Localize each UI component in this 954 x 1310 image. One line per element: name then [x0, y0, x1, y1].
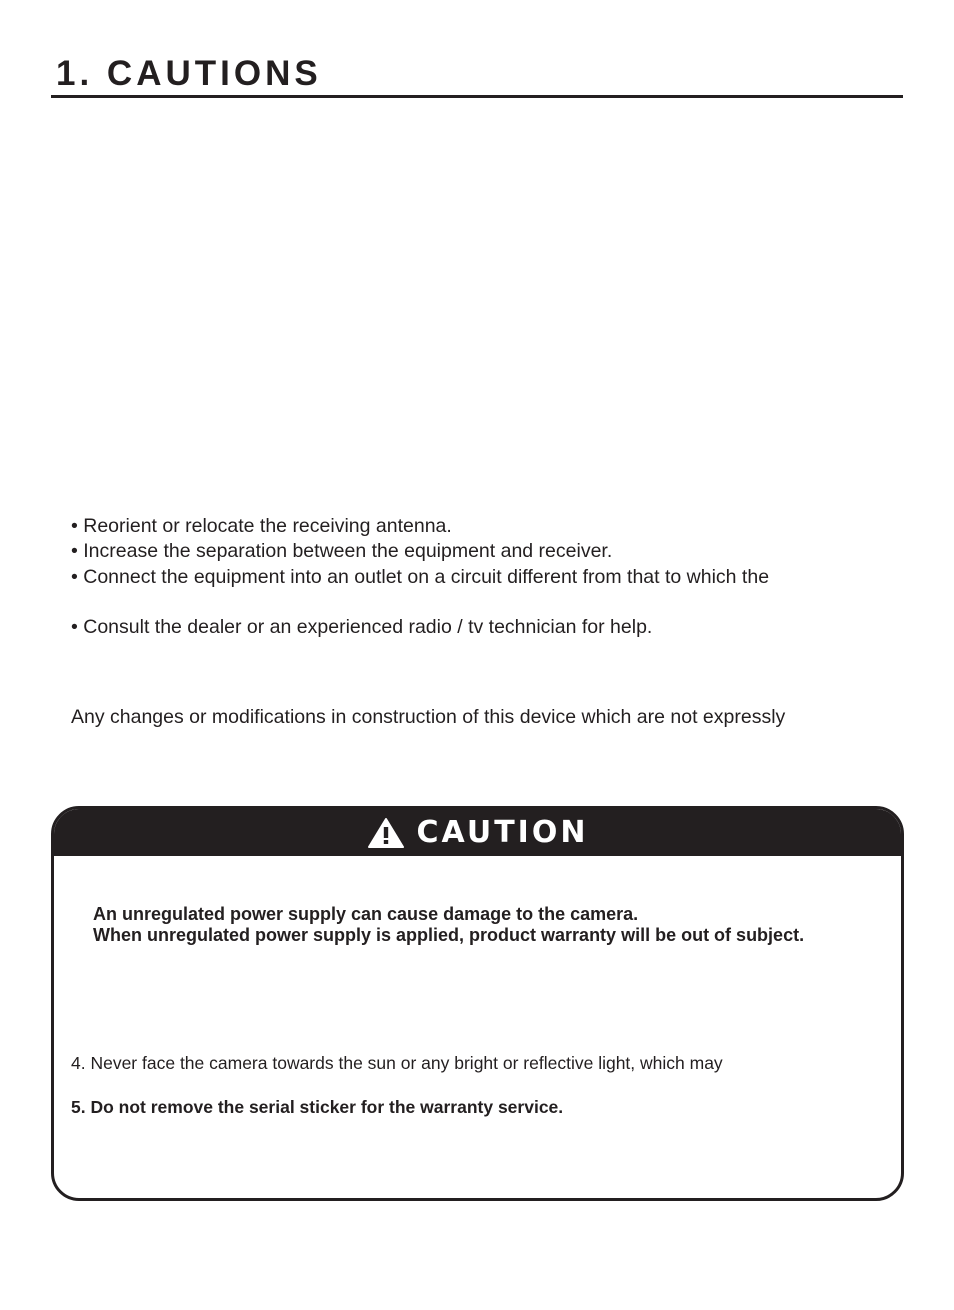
bullet-increase-separation: • Increase the separation between the equipment and receiver.: [71, 540, 613, 562]
caution-item-5: 5. Do not remove the serial sticker for the warranty service.: [71, 1097, 564, 1117]
bullet-connect-outlet: • Connect the equipment into an outlet on a circuit different from that to which the: [71, 566, 770, 588]
power-warning-line1: An unregulated power supply can cause damage to the camera.: [93, 904, 639, 924]
caution-box: [51, 806, 904, 1201]
power-warning-line2: When unregulated power supply is applied, product warranty will be out of subject.: [93, 925, 805, 945]
caution-item-4: 4. Never face the camera towards the sun or any bright or reflective light, which may: [71, 1053, 723, 1073]
caution-header: [54, 809, 901, 856]
caution-title: CAUTION: [416, 814, 589, 850]
title-rule: [51, 95, 903, 98]
warning-triangle-icon: [367, 817, 405, 849]
bullet-consult-dealer: • Consult the dealer or an experienced radio / tv technician for help.: [71, 616, 653, 638]
bullet-reorient-antenna: • Reorient or relocate the receiving antenna.: [71, 515, 452, 537]
page-title: 1. CAUTIONS: [56, 54, 322, 93]
changes-note: Any changes or modifications in construction of this device which are not expressly: [71, 706, 786, 728]
